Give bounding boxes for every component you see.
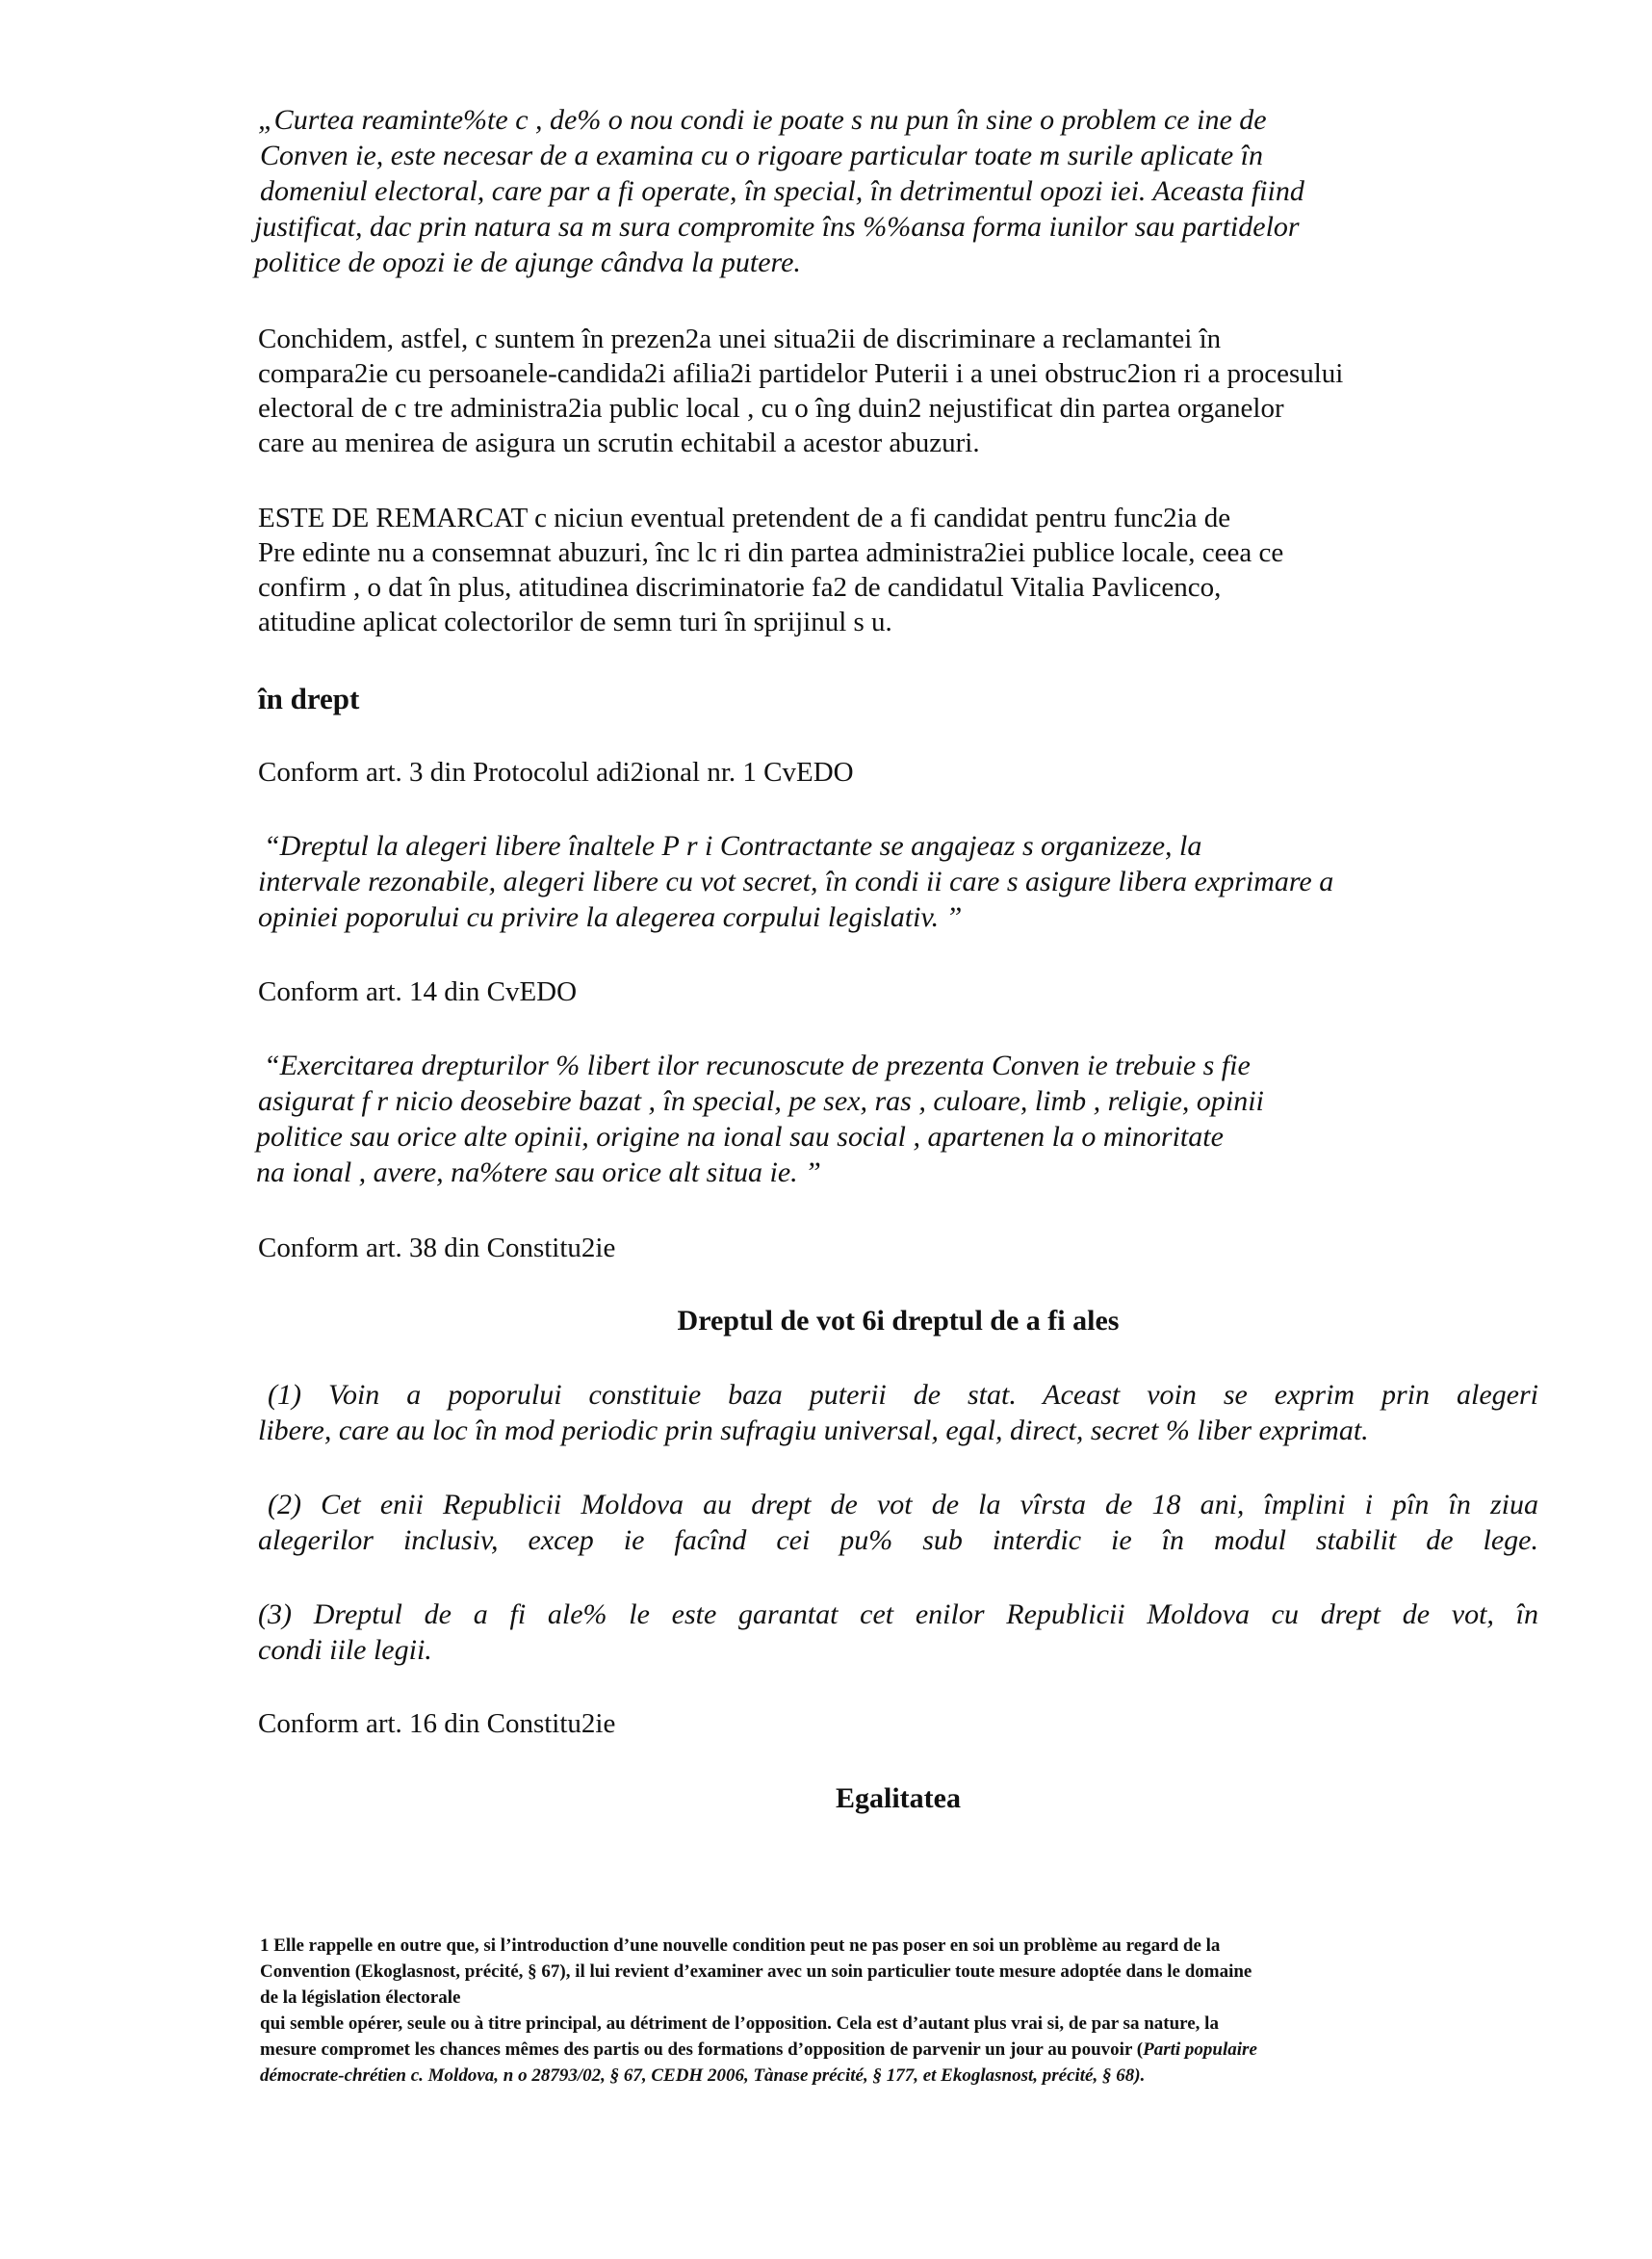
art38-p3-line: (3) Dreptul de a fi ale% le este garantat cet enilor Republicii Moldova cu drept de vot, în — [258, 1598, 1538, 1630]
footnote-line-5-text: mesure compromet les chances mêmes des partis ou des formations d’opposition de parvenir un jour au pouvoir ( — [260, 2039, 1144, 2060]
cvedo14-quote-line: politice sau orice alte opinii, origine na ional sau social , apartenen la o minoritate — [256, 1121, 1224, 1153]
remark-line: Pre edinte nu a consemnat abuzuri, înc lc ri din partea administra2iei publice locale, ceea ce — [258, 537, 1284, 568]
conclusion-line: care au menirea de asigura un scrutin echitabil a acestor abuzuri. — [258, 428, 980, 458]
protocol-quote-line: opiniei poporului cu privire la alegerea corpului legislativ. ” — [258, 901, 963, 933]
cvedo14-reference: Conform art. 14 din CvEDO — [258, 976, 578, 1007]
cvedo14-quote-line: asigurat f r nicio deosebire bazat , în special, pe sex, ras , culoare, limb , religie, opinii — [258, 1085, 1264, 1117]
footnote — [260, 1933, 1540, 2089]
footnote-line — [260, 2037, 1540, 2063]
art38-p2-line: (2) Cet enii Republicii Moldova au drept de vot de la vîrsta de 18 ani, împlini i pîn în ziua — [268, 1489, 1538, 1520]
art38-p3-line: condi iile legii. — [258, 1634, 432, 1666]
court-quote-line: Conven ie, este necesar de a examina cu o rigoare particular toate m surile aplicate în — [260, 140, 1264, 171]
conclusion-line: compara2ie cu persoanele-candida2i afilia2i partidelor Puterii i a unei obstruc2ion ri a procesului — [258, 358, 1344, 389]
court-quote-line: politice de opozi ie de ajunge cândva la putere. — [254, 247, 801, 278]
cvedo14-quote-line: na ional , avere, na%tere sau orice alt situa ie. ” — [256, 1156, 821, 1188]
art38-p2-line: alegerilor inclusiv, excep ie facînd cei pu% sub interdic ie în modul stabilit de lege. — [258, 1524, 1538, 1556]
vote-heading: Dreptul de vot 6i dreptul de a fi ales — [677, 1305, 1120, 1337]
art38-p1-line: (1) Voin a poporului constituie baza puterii de stat. Aceast voin se exprim prin alegeri — [268, 1379, 1538, 1411]
court-quote — [254, 102, 1538, 280]
cvedo14-quote-line: “Exercitarea drepturilor % libert ilor recunoscute de prezenta Conven ie trebuie s fie — [264, 1050, 1251, 1081]
cvedo14-quote — [258, 1048, 1538, 1190]
protocol-quote — [258, 828, 1538, 935]
court-quote-line: „Curtea reaminte%te c , de% o nou condi ie poate s nu pun în sine o problem ce ine de — [258, 104, 1267, 136]
remark-line: confirm , o dat în plus, atitudinea discriminatorie fa2 de candidatul Vitalia Pavlicenco, — [258, 572, 1222, 603]
court-quote-line: justificat, dac prin natura sa m sura compromite îns %%ansa forma iunilor sau partidelor — [254, 211, 1300, 243]
art38-paragraph-3 — [258, 1597, 1538, 1668]
conclusion-paragraph — [258, 322, 1538, 460]
footnote-citation: démocrate-chrétien c. Moldova, n o 28793/02, § 67, CEDH 2006, Tànase précité, § 177, et Ekoglasnost, précité, § 68). — [260, 2065, 1146, 2086]
conclusion-line: electoral de c tre administra2ia public local , cu o îng duin2 nejustificat din partea organelor — [258, 393, 1284, 424]
remark-line: atitudine aplicat colectorilor de semn turi în sprijinul s u. — [258, 607, 892, 637]
law-heading: în drept — [258, 682, 360, 715]
const16-reference: Conform art. 16 din Constitu2ie — [258, 1708, 616, 1739]
art38-p1-line: libere, care au loc în mod periodic prin sufragiu universal, egal, direct, secret % liber exprimat. — [258, 1415, 1369, 1446]
art38-paragraph-2 — [258, 1487, 1538, 1558]
art38-paragraph-1 — [258, 1377, 1538, 1448]
protocol-quote-line: “Dreptul la alegeri libere înaltele P r i Contractante se angajeaz s organizeze, la — [264, 830, 1202, 862]
conclusion-line: Conchidem, astfel, c suntem în prezen2a unei situa2ii de discriminare a reclamantei în — [258, 324, 1222, 354]
footnote-line: Convention (Ekoglasnost, précité, § 67), il lui revient d’examiner avec un soin particulier toute mesure adoptée dans le domaine — [260, 1961, 1252, 1982]
footnote-line: de la législation électorale — [260, 1987, 461, 2008]
remark-paragraph — [258, 501, 1538, 639]
court-quote-line: domeniul electoral, care par a fi operate, în special, în detrimentul opozi iei. Aceasta fiind — [260, 175, 1304, 207]
remark-line: ESTE DE REMARCAT c niciun eventual pretendent de a fi candidat pentru func2ia de — [258, 503, 1231, 533]
protocol-reference: Conform art. 3 din Protocolul adi2ional nr. 1 CvEDO — [258, 757, 854, 788]
footnote-line: 1 Elle rappelle en outre que, si l’introduction d’une nouvelle condition peut ne pas poser en soi un problème au regard de la — [260, 1935, 1221, 1956]
footnote-line: qui semble opérer, seule ou à titre principal, au détriment de l’opposition. Cela est d’autant plus vrai si, de par sa nature, la — [260, 2013, 1219, 2034]
protocol-quote-line: intervale rezonabile, alegeri libere cu vot secret, în condi ii care s asigure libera exprimare a — [258, 866, 1334, 897]
equality-heading: Egalitatea — [836, 1782, 961, 1814]
footnote-case-name: Parti populaire — [1143, 2039, 1257, 2060]
const38-reference: Conform art. 38 din Constitu2ie — [258, 1233, 616, 1263]
